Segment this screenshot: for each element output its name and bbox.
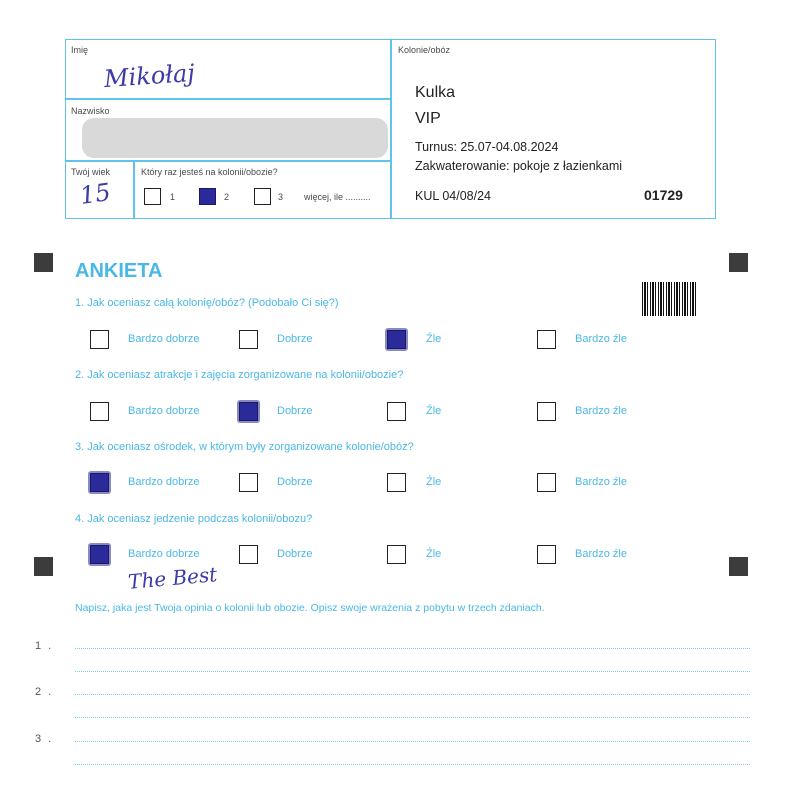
line-number-2: 2 .	[35, 686, 54, 698]
visit-count-option-3: 3	[278, 192, 284, 202]
q3-checkbox-bad[interactable]	[387, 473, 406, 492]
q4-checkbox-very-bad[interactable]	[537, 545, 556, 564]
question-4: 4. Jak oceniasz jedzenie podczas kolonii/obozu?	[75, 513, 313, 525]
q3-option-good: Dobrze	[277, 476, 313, 488]
q4-option-very-good: Bardzo dobrze	[128, 548, 200, 560]
q2-checkbox-bad[interactable]	[387, 402, 406, 421]
q2-option-very-bad: Bardzo źle	[575, 405, 627, 417]
barcode	[642, 282, 696, 316]
first-name-label: Imię	[71, 45, 89, 55]
last-name-field-redacted[interactable]	[82, 118, 388, 158]
q2-checkbox-very-bad[interactable]	[537, 402, 556, 421]
q2-checkbox-very-good[interactable]	[90, 402, 109, 421]
q1-option-very-bad: Bardzo źle	[575, 333, 627, 345]
q3-checkbox-very-bad[interactable]	[537, 473, 556, 492]
camp-type: VIP	[415, 110, 441, 127]
visit-count-option-2: 2	[224, 192, 230, 202]
camp-name: Kulka	[415, 84, 456, 101]
registration-mark	[729, 557, 748, 576]
writing-line[interactable]	[75, 764, 750, 765]
question-3: 3. Jak oceniasz ośrodek, w którym były zorganizowane kolonie/obóz?	[75, 441, 414, 453]
camp-code: KUL 04/08/24	[415, 189, 491, 203]
age-field[interactable]: 15	[78, 178, 113, 210]
divider	[133, 160, 135, 219]
question-1: 1. Jak oceniasz całą kolonię/obóz? (Podobało Ci się?)	[75, 297, 339, 309]
age-label: Twój wiek	[71, 167, 111, 177]
writing-line[interactable]	[75, 648, 750, 649]
registration-mark	[34, 253, 53, 272]
registration-mark	[729, 253, 748, 272]
q4-option-good: Dobrze	[277, 548, 313, 560]
q4-checkbox-very-good[interactable]	[90, 545, 109, 564]
q4-checkbox-good[interactable]	[239, 545, 258, 564]
registration-mark	[34, 557, 53, 576]
camp-label: Kolonie/obóz	[398, 45, 451, 55]
q3-option-bad: Źle	[426, 476, 442, 488]
q1-option-bad: Źle	[426, 333, 442, 345]
visit-count-checkbox-3[interactable]	[254, 188, 271, 205]
survey-title: ANKIETA	[75, 260, 163, 282]
q2-option-good: Dobrze	[277, 405, 313, 417]
q2-checkbox-good[interactable]	[239, 402, 258, 421]
q3-checkbox-good[interactable]	[239, 473, 258, 492]
divider	[390, 39, 392, 219]
form-number: 01729	[644, 187, 683, 203]
q1-option-good: Dobrze	[277, 333, 313, 345]
q1-checkbox-very-bad[interactable]	[537, 330, 556, 349]
first-name-field[interactable]: Mikołaj	[103, 58, 196, 94]
visit-count-label: Który raz jesteś na kolonii/obozie?	[141, 167, 278, 177]
writing-line[interactable]	[75, 671, 750, 672]
question-2: 2. Jak oceniasz atrakcje i zajęcia zorganizowane na kolonii/obozie?	[75, 369, 404, 381]
visit-count-checkbox-1[interactable]	[144, 188, 161, 205]
line-number-1: 1 .	[35, 640, 54, 652]
q4-option-bad: Źle	[426, 548, 442, 560]
divider	[65, 98, 390, 100]
q4-checkbox-bad[interactable]	[387, 545, 406, 564]
q4-option-very-bad: Bardzo źle	[575, 548, 627, 560]
line-number-3: 3 .	[35, 733, 54, 745]
visit-count-more-label: więcej, ile ..........	[304, 192, 371, 202]
divider	[65, 160, 390, 162]
writing-line[interactable]	[75, 717, 750, 718]
visit-count-option-1: 1	[170, 192, 176, 202]
writing-line[interactable]	[75, 694, 750, 695]
q3-checkbox-very-good[interactable]	[90, 473, 109, 492]
q1-checkbox-very-good[interactable]	[90, 330, 109, 349]
handwritten-note: The Best	[127, 562, 219, 594]
q3-option-very-good: Bardzo dobrze	[128, 476, 200, 488]
q1-checkbox-good[interactable]	[239, 330, 258, 349]
accommodation-text: Zakwaterowanie: pokoje z łazienkami	[415, 159, 623, 173]
last-name-label: Nazwisko	[71, 106, 110, 116]
q3-option-very-bad: Bardzo źle	[575, 476, 627, 488]
q2-option-bad: Źle	[426, 405, 442, 417]
opinion-prompt: Napisz, jaka jest Twoja opinia o kolonii lub obozie. Opisz swoje wrażenia z pobytu w trzech zdaniach.	[75, 602, 545, 614]
turnus-text: Turnus: 25.07-04.08.2024	[415, 140, 559, 154]
visit-count-checkbox-2[interactable]	[199, 188, 216, 205]
q2-option-very-good: Bardzo dobrze	[128, 405, 200, 417]
q1-option-very-good: Bardzo dobrze	[128, 333, 200, 345]
writing-line[interactable]	[75, 741, 750, 742]
q1-checkbox-bad[interactable]	[387, 330, 406, 349]
